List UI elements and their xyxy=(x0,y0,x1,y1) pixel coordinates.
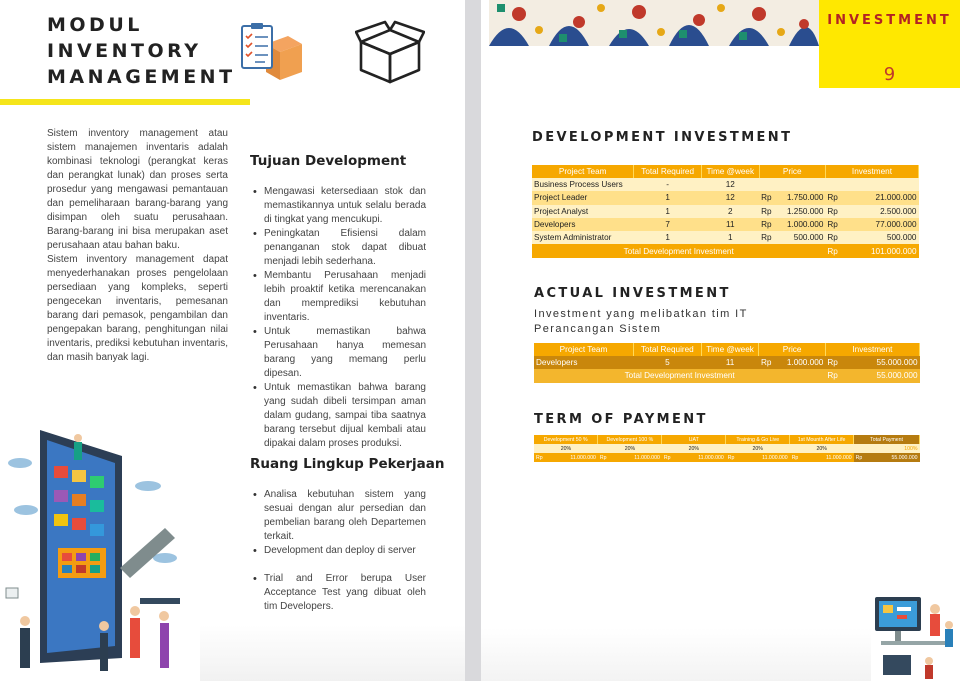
currency-cell: Rp xyxy=(825,205,839,218)
list-item: • Development dan deploy di server xyxy=(250,544,426,558)
total-value: 55.000.000 xyxy=(840,369,920,382)
intro-paragraph: Sistem inventory management dapat menyederhanakan proses pengelolaan persediaan yang kompleks, seperti pengecekan inventaris, pemesanan barang dari pemasok, pengambilan dan pengepakan barang, penghitungan nilai inventaris, prediksi kebutuhan inventaris, dan masih banyak lagi. xyxy=(47,254,228,363)
amount-cell: 55.000.000 xyxy=(864,453,919,462)
currency-cell: Rp xyxy=(825,244,839,257)
currency-cell: Rp xyxy=(727,454,735,461)
list-item: • Untuk memastikan bahwa Perusahaan hanya memesan barang yang memang perlu dipesan. xyxy=(250,325,426,381)
currency-cell: Rp xyxy=(825,369,839,382)
currency-cell: Rp xyxy=(855,454,863,461)
actual-investment-heading: ACTUAL INVESTMENT xyxy=(534,286,731,301)
list-item: • Trial and Error berupa User Acceptance Test yang dibuat oleh tim Developers. xyxy=(250,572,426,614)
price-cell: 500.000 xyxy=(774,231,826,244)
column-header: Price xyxy=(759,343,825,356)
column-header: Project Team xyxy=(534,343,633,356)
required-cell: - xyxy=(634,178,702,191)
investment-cell: 21.000.000 xyxy=(840,191,919,204)
open-box-icon xyxy=(355,20,425,86)
table-row xyxy=(532,178,919,191)
price-cell: 1.750.000 xyxy=(774,191,826,204)
development-investment-table xyxy=(532,165,919,258)
term-of-payment-table xyxy=(534,435,920,462)
currency-cell: Rp xyxy=(825,231,839,244)
column-header: UAT xyxy=(662,435,726,444)
investment-cell: 77.000.000 xyxy=(840,218,919,231)
column-header: Development 100 % xyxy=(598,435,662,444)
amount-cell: 11.000.000 xyxy=(736,453,789,462)
currency-cell: Rp xyxy=(825,191,839,204)
time-cell: 11 xyxy=(701,218,759,231)
table-row xyxy=(532,231,919,244)
intro-paragraph: Sistem inventory management atau sistem manajemen inventaris adalah kombinasi teknologi (perangkat keras dan perangkat lunak) dan proses serta prosedur yang mengawasi pemantauan dan pemeliharaan barang-barang yang disimpan oleh suatu perusahaan. Barang-barang ini bisa merupakan aset perusahaan atau bahan baku. xyxy=(47,128,228,251)
tablet-team-illustration xyxy=(0,418,215,681)
column-header: 1st Mounth After Life xyxy=(790,435,854,444)
page-footer-fade xyxy=(481,628,871,681)
term-of-payment-heading: TERM OF PAYMENT xyxy=(534,412,708,427)
required-cell: 1 xyxy=(634,191,702,204)
time-cell: 12 xyxy=(701,178,759,191)
title-underline xyxy=(0,99,250,105)
actual-investment-subtitle: Investment yang melibatkan tim IT Perancangan Sistem xyxy=(534,308,748,335)
table-row xyxy=(532,218,919,231)
currency-cell: Rp xyxy=(663,454,671,461)
percent-row xyxy=(534,444,920,453)
list-item: • Untuk memastikan bahwa barang yang sudah dibeli tersimpan aman dalam gudang, sampai tiba saatnya barang tersebut dijual kembali atau dipakai dalam proses produksi. xyxy=(250,381,426,451)
price-cell: 1.250.000 xyxy=(774,205,826,218)
currency-cell: Rp xyxy=(791,454,799,461)
table-header-row xyxy=(534,435,920,444)
tab-label: INVESTMENT xyxy=(827,13,952,28)
currency-cell: Rp xyxy=(759,205,773,218)
amount-cell: 11.000.000 xyxy=(672,453,725,462)
table-header-row xyxy=(534,343,920,356)
price-cell xyxy=(774,178,826,191)
currency-cell: Rp xyxy=(759,218,773,231)
currency-cell: Rp xyxy=(599,454,607,461)
right-page xyxy=(481,0,960,681)
list-item: • Analisa kebutuhan sistem yang sesuai dengan alur persedian dan pembelian barang oleh Departemen terkait. xyxy=(250,488,426,544)
currency-cell: Rp xyxy=(759,191,773,204)
required-cell: 1 xyxy=(634,231,702,244)
dev-investment-heading: DEVELOPMENT INVESTMENT xyxy=(532,130,793,145)
percent-cell: 100% xyxy=(854,444,920,453)
percent-cell: 20% xyxy=(534,444,598,453)
percent-cell: 20% xyxy=(726,444,790,453)
time-cell: 12 xyxy=(701,191,759,204)
required-cell: 1 xyxy=(634,205,702,218)
team-cell: System Administrator xyxy=(532,231,634,244)
column-header: Total Payment xyxy=(854,435,920,444)
table-row xyxy=(532,205,919,218)
list-item: • Peningkatan Efisiensi dalam penanganan stok dapat dibuat menjadi lebih sederhana. xyxy=(250,227,426,269)
total-value: 101.000.000 xyxy=(840,244,919,257)
amount-cell: 11.000.000 xyxy=(800,453,853,462)
column-header: Time @week xyxy=(701,343,759,356)
currency-cell: Rp xyxy=(759,231,773,244)
page-footer-fade xyxy=(200,625,465,681)
column-header: Time @week xyxy=(701,165,759,178)
currency-cell: Rp xyxy=(536,454,543,461)
tujuan-list xyxy=(250,185,426,451)
column-header: Investment xyxy=(825,165,918,178)
table-row xyxy=(532,191,919,204)
required-cell: 5 xyxy=(633,356,701,369)
time-cell: 11 xyxy=(701,356,759,369)
team-cell: Developers xyxy=(532,218,634,231)
page-number: 9 xyxy=(883,64,896,85)
left-page xyxy=(0,0,465,681)
amount-cell: 11.000.000 xyxy=(545,453,598,462)
investment-tab xyxy=(819,0,960,88)
module-title: MODUL INVENTORY MANAGEMENT xyxy=(47,14,236,88)
tujuan-heading: Tujuan Development xyxy=(250,153,407,169)
percent-cell: 20% xyxy=(598,444,662,453)
intro-text xyxy=(47,127,228,365)
price-cell: 1.000.000 xyxy=(774,218,826,231)
team-cell: Project Analyst xyxy=(532,205,634,218)
column-header: Project Team xyxy=(532,165,634,178)
currency-cell: Rp xyxy=(825,356,839,369)
percent-cell: 20% xyxy=(790,444,854,453)
column-header: Investment xyxy=(825,343,919,356)
column-header: Total Required xyxy=(633,343,701,356)
column-header: Development 50 % xyxy=(534,435,598,444)
investment-cell: 55.000.000 xyxy=(840,356,920,369)
amount-row xyxy=(534,453,920,462)
time-cell: 1 xyxy=(701,231,759,244)
price-cell: 1.000.000 xyxy=(773,356,825,369)
total-label: Total Development Investment xyxy=(532,244,825,257)
column-header: Training & Go Live xyxy=(726,435,790,444)
time-cell: 2 xyxy=(701,205,759,218)
investment-cell xyxy=(840,178,919,191)
investment-cell: 2.500.000 xyxy=(840,205,919,218)
currency-cell: Rp xyxy=(825,218,839,231)
ruang-lingkup-list xyxy=(250,488,426,614)
total-label: Total Development Investment xyxy=(534,369,825,382)
checklist-box-icon xyxy=(240,22,304,84)
team-cell: Developers xyxy=(534,356,633,369)
table-header-row xyxy=(532,165,919,178)
investment-cell: 500.000 xyxy=(840,231,919,244)
workstation-illustration xyxy=(871,585,960,681)
percent-cell: 20% xyxy=(662,444,726,453)
total-row xyxy=(534,369,920,382)
team-cell: Business Process Users xyxy=(532,178,634,191)
actual-investment-table xyxy=(534,343,920,383)
list-item: • Mengawasi ketersediaan stok dan memastikannya untuk selalu berada di tingkat yang mencukupi. xyxy=(250,185,426,227)
column-header: Price xyxy=(759,165,825,178)
table-row xyxy=(534,356,920,369)
total-row xyxy=(532,244,919,257)
ruang-lingkup-heading: Ruang Lingkup Pekerjaan xyxy=(250,456,445,472)
amount-cell: 11.000.000 xyxy=(609,453,662,462)
currency-cell: Rp xyxy=(759,356,773,369)
required-cell: 7 xyxy=(634,218,702,231)
batik-pattern-banner xyxy=(489,0,819,46)
column-header: Total Required xyxy=(634,165,702,178)
team-cell: Project Leader xyxy=(532,191,634,204)
list-item: • Membantu Perusahaan menjadi lebih proaktif ketika merencanakan dan memprediksi kebutuhan inventaris. xyxy=(250,269,426,325)
